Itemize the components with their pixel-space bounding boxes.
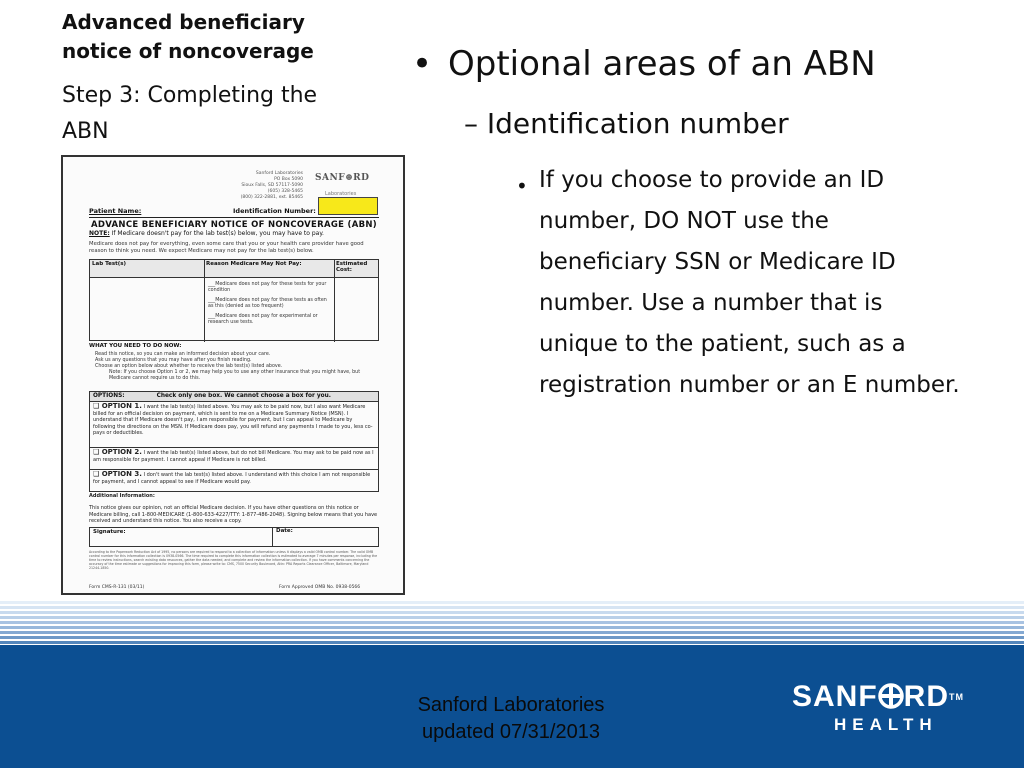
form-note [89,230,324,237]
form-todo-list [95,352,375,382]
todo-item: Note: If you choose Option 1 or 2, we may help you to use any other insurance that you might have, but Medicare cannot require us to do this. [109,370,361,381]
todo-item: Read this notice, so you can make an informed decision about your care. [95,352,271,357]
form-lab-table [89,259,379,341]
form-option-1 [89,402,379,448]
form-identification-number-label: Identification Number: [233,207,316,215]
form-signature-row [89,527,379,547]
form-omb: Form Approved OMB No. 0938-0566 [279,585,361,590]
form-id: Form CMS-R-131 (03/11) [89,585,145,590]
form-note-label: NOTE: [89,230,110,237]
form-address-line: Sanford Laboratories [255,171,303,176]
identification-number-highlight [318,197,378,215]
bullet-dot-icon: • [516,174,528,198]
form-note-text: If Medicare doesn't pay for the lab test(s) below, you may have to pay. [109,230,324,237]
bullet-level-3: If you choose to provide an ID number, DO NOT use the beneficiary SSN or Medicare ID number. Use a number that is unique to the patient, such as a registration number or an E number. [539,167,960,398]
logo-cross-icon [878,683,904,709]
form-additional-info: Additional Information: [89,493,155,499]
reason-item: ___Medicare does not pay for these tests as often as this (denied as too frequent) [208,298,327,309]
bullet-level-1-text: Optional areas of an ABN [448,44,876,84]
form-address-line: (800) 322-2881, ext. 85465 [240,195,303,200]
footer-line-1: Sanford Laboratories [417,694,605,716]
option-3-title: ❑ OPTION 3. [93,470,142,478]
form-logo: SANF⊕RD [315,173,370,183]
form-address-line: PO Box 5090 [274,177,303,182]
reason-item: ___Medicare does not pay for experimental or research use tests. [208,314,318,325]
reason-item: ___Medicare does not pay for these tests for your condition [208,282,327,293]
slide-subtitle: Step 3: Completing the ABN [62,83,318,144]
bullet-level-2: – Identification number [464,107,789,140]
bullet-dot-icon: • [412,44,433,84]
form-options-bar [89,391,379,402]
sanford-health-logo [792,680,964,736]
col-cost: Estimated Cost: [334,260,378,278]
reason-list [208,282,332,326]
logo-subtext: HEALTH [834,715,938,734]
todo-item: Choose an option below about whether to receive the lab test(s) listed above. [95,364,283,369]
date-label: Date: [272,528,293,547]
bullet-level-1 [412,40,876,88]
footer-text [380,692,642,746]
form-option-3 [89,470,379,492]
signature-label: Signature: [93,529,126,535]
form-what-to-do: WHAT YOU NEED TO DO NOW: [89,343,182,349]
form-patient-name-label: Patient Name: [89,207,142,215]
abn-form-image [61,155,405,595]
form-intro: Medicare does not pay for everything, even some care that you or your health care provider have good reason to think you need. We expect Medicare may not pay for the lab test(s) below. [89,241,364,254]
slide-title: Advanced beneficiary notice of noncoverage [62,10,314,63]
form-opinion: This notice gives our opinion, not an official Medicare decision. If you have other questions on this notice or Medicare billing, call 1-800-MEDICARE (1-800-633-4227/TTY: 1-877-486-2048). Signing below means that you have received and understand this notice. You also receive a copy. [89,505,378,524]
form-address-line: Sioux Falls, SD 57117-5090 [241,183,303,188]
option-3-text: I don't want the lab test(s) listed above. I understand with this choice I am not responsible for payment, and I cannot appeal to see if Medicare would pay. [93,472,371,485]
footer-line-2: updated 07/31/2013 [422,721,600,743]
todo-item: Ask us any questions that you may have after you finish reading. [95,358,252,363]
option-2-title: ❑ OPTION 2. [93,448,142,456]
form-address-line: (605) 328-5465 [267,189,303,194]
option-2-text: I want the lab test(s) listed above, but do not bill Medicare. You may ask to be paid now as I am responsible for payment. I cannot appeal if Medicare is not billed. [93,450,374,463]
form-logo-sub: Laboratories [325,191,357,197]
logo-text-left: SANF [792,680,878,713]
form-lab-address [223,171,303,201]
option-1-text: I want the lab test(s) listed above. You may ask to be paid now, but I also want Medicare billed for an official decision on payment, which is sent to me on a Medicare Summary Notice (MSN). I understand that if Medicare doesn't pay, I am responsible for payment, but I can appeal to Medicare by following the directions on the MSN. If Medicare does pay, you will refund any payments I made to you, less co-pays or deductibles. [93,404,373,436]
col-lab-tests: Lab Test(s) [90,260,204,278]
col-reason: Reason Medicare May Not Pay: [204,260,334,278]
table-divider [334,260,335,342]
options-hint: Check only one box. We cannot choose a box for you. [156,393,331,399]
options-label: OPTIONS: [93,393,125,399]
logo-trademark: TM [949,692,965,702]
form-title: ADVANCE BENEFICIARY NOTICE OF NONCOVERAGE (ABN) [91,220,377,230]
form-option-2 [89,448,379,470]
option-1-title: ❑ OPTION 1. [93,402,142,410]
form-divider [89,217,379,218]
logo-text-right: RD [903,680,950,713]
form-fine-print: According to the Paperwork Reduction Act of 1995, no persons are required to respond to a collection of information unless it displays a valid OMB control number. The valid OMB control number for this information collection is 0938-0566. The time required to complete this information collection is estimated to average 7 minutes per response, including the time to review instructions, search existing data resources, gather the data needed, and complete and review the information collection. If you have comments concerning the accuracy of the time estimate or suggestions for improving this form, please write to: CMS, 7500 Security Boulevard, Attn: PRA Reports Clearance Officer, Baltimore, Maryland 21244-1850. [89,550,378,570]
table-divider [204,260,205,342]
decorative-stripes [0,601,1024,645]
